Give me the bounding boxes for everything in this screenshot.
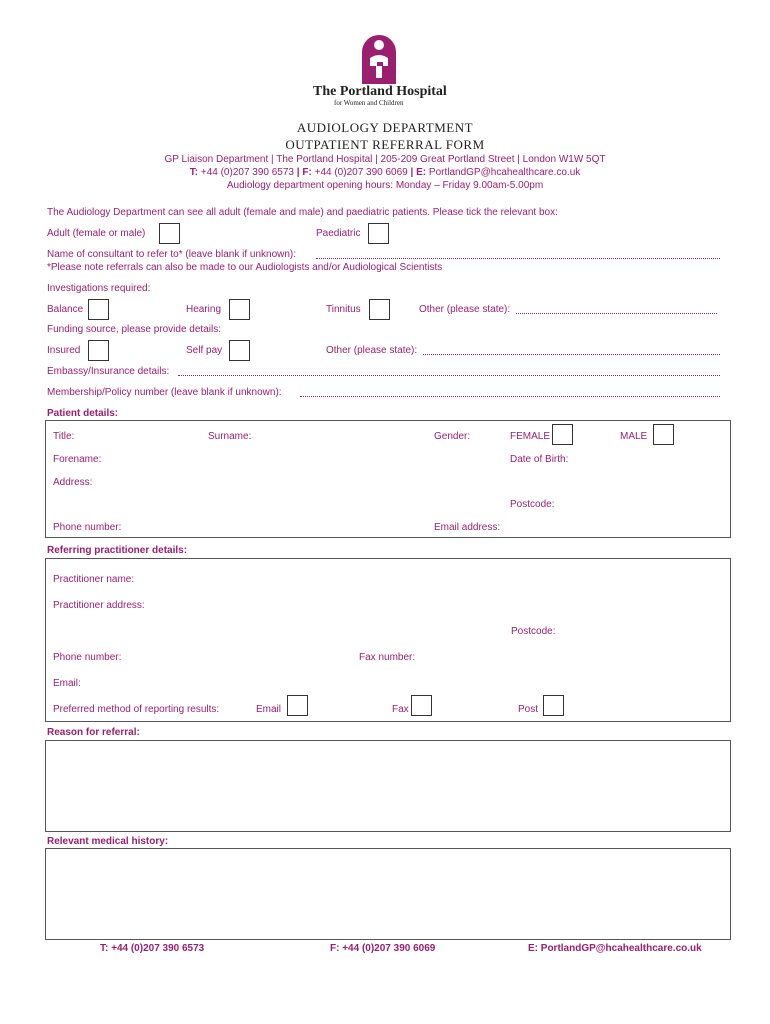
report-post-checkbox[interactable] — [543, 695, 564, 716]
insured-label: Insured — [47, 345, 81, 356]
embassy-field[interactable] — [178, 375, 720, 376]
tinnitus-label: Tinnitus — [326, 304, 361, 315]
insured-checkbox[interactable] — [88, 340, 109, 361]
practitioner-address-label: Practitioner address: — [53, 600, 145, 611]
practitioner-details-heading: Referring practitioner details: — [47, 545, 188, 556]
report-email-checkbox[interactable] — [287, 695, 308, 716]
self-pay-label: Self pay — [186, 345, 223, 356]
patient-dob-label: Date of Birth: — [510, 454, 569, 465]
male-label: MALE — [620, 431, 648, 442]
patient-phone-label: Phone number: — [53, 522, 122, 533]
hospital-name: The Portland Hospital — [313, 84, 447, 99]
female-label: FEMALE — [510, 431, 551, 442]
hearing-label: Hearing — [186, 304, 222, 315]
intro-text: The Audiology Department can see all adult (female and male) and paediatric patients. Please tick the relevant box: — [47, 207, 558, 218]
balance-label: Balance — [47, 304, 84, 315]
report-fax-checkbox[interactable] — [411, 695, 432, 716]
address-line: GP Liaison Department | The Portland Hospital | 205-209 Great Portland Street | London W1W 5QT — [164, 154, 606, 165]
department-title: AUDIOLOGY DEPARTMENT — [296, 120, 474, 135]
history-textarea[interactable] — [45, 848, 731, 940]
investigations-label: Investigations required: — [47, 283, 151, 294]
funding-label: Funding source, please provide details: — [47, 324, 221, 335]
paediatric-checkbox[interactable] — [368, 223, 389, 244]
reason-heading: Reason for referral: — [47, 727, 140, 738]
patient-forename-label: Forename: — [53, 454, 102, 465]
practitioner-phone-label: Phone number: — [53, 652, 122, 663]
footer-phone: T: +44 (0)207 390 6573 — [100, 943, 205, 954]
practitioner-name-label: Practitioner name: — [53, 574, 135, 585]
balance-checkbox[interactable] — [88, 299, 109, 320]
adult-checkbox[interactable] — [159, 223, 180, 244]
history-heading: Relevant medical history: — [47, 836, 169, 847]
report-email-label: Email — [256, 704, 282, 715]
report-fax-label: Fax — [392, 704, 409, 715]
membership-label: Membership/Policy number (leave blank if unknown): — [47, 387, 282, 398]
hospital-tagline: for Women and Children — [334, 99, 404, 107]
contact-line: T: +44 (0)207 390 6573 | F: +44 (0)207 390 6069 | E: PortlandGP@hcahealthcare.co.uk — [189, 167, 581, 178]
consultant-field[interactable] — [316, 258, 720, 259]
reporting-method-label: Preferred method of reporting results: — [53, 704, 220, 715]
patient-surname-label: Surname: — [208, 431, 252, 442]
report-post-label: Post — [518, 704, 539, 715]
consultant-label: Name of consultant to refer to* (leave blank if unknown): — [47, 249, 297, 260]
tinnitus-checkbox[interactable] — [369, 299, 390, 320]
practitioner-fax-label: Fax number: — [359, 652, 416, 663]
self-pay-checkbox[interactable] — [229, 340, 250, 361]
consultant-note: *Please note referrals can also be made to our Audiologists and/or Audiological Scientists — [47, 262, 443, 273]
membership-field[interactable] — [300, 396, 720, 397]
patient-email-label: Email address: — [434, 522, 501, 533]
adult-label: Adult (female or male) — [47, 228, 146, 239]
embassy-label: Embassy/Insurance details: — [47, 366, 170, 377]
funding-other-label: Other (please state): — [326, 345, 418, 356]
opening-hours: Audiology department opening hours: Monday – Friday 9.00am-5.00pm — [226, 180, 544, 191]
paediatric-label: Paediatric — [316, 228, 361, 239]
hearing-checkbox[interactable] — [229, 299, 250, 320]
practitioner-postcode-label: Postcode: — [511, 626, 556, 637]
male-checkbox[interactable] — [653, 424, 674, 445]
investigations-other-field[interactable] — [516, 313, 717, 314]
practitioner-email-label: Email: — [53, 678, 81, 689]
hospital-logo — [360, 32, 398, 84]
practitioner-details-box — [45, 558, 731, 722]
reason-textarea[interactable] — [45, 740, 731, 832]
patient-title-label: Title: — [53, 431, 75, 442]
patient-address-label: Address: — [53, 477, 93, 488]
footer-fax: F: +44 (0)207 390 6069 — [330, 943, 436, 954]
patient-gender-label: Gender: — [434, 431, 471, 442]
female-checkbox[interactable] — [552, 424, 573, 445]
funding-other-field[interactable] — [423, 354, 720, 355]
form-title: OUTPATIENT REFERRAL FORM — [285, 137, 485, 152]
investigations-other-label: Other (please state): — [419, 304, 511, 315]
patient-postcode-label: Postcode: — [510, 499, 555, 510]
patient-details-heading: Patient details: — [47, 408, 119, 419]
footer-email: E: PortlandGP@hcahealthcare.co.uk — [528, 943, 702, 954]
